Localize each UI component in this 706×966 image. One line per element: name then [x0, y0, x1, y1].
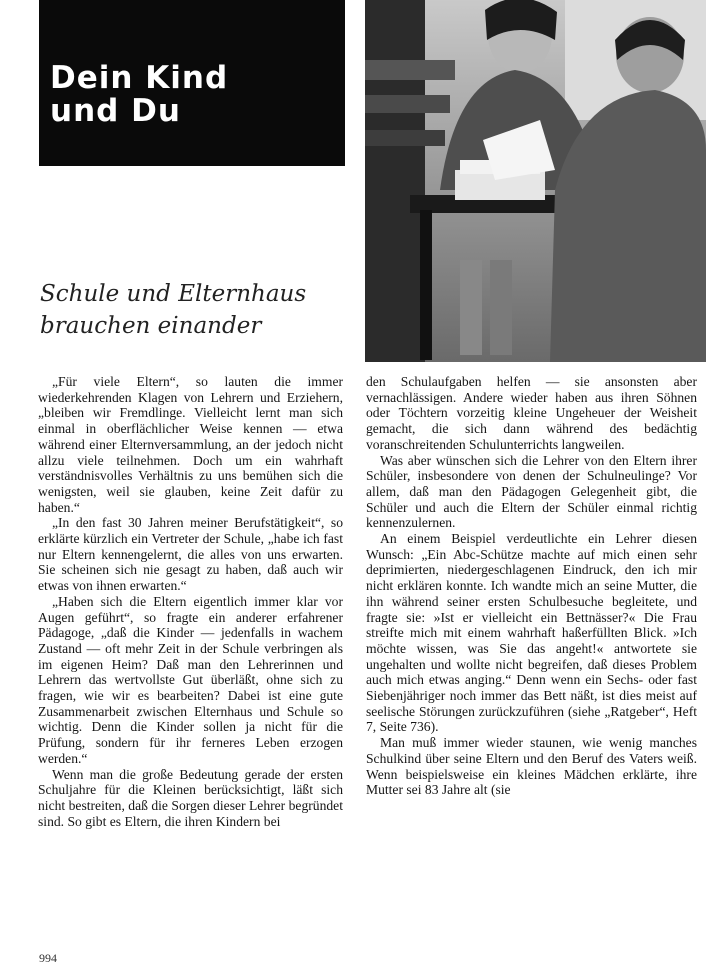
paragraph: Man muß immer wieder staunen, wie wenig manches Schulkind über seine Eltern und den Beruf des Vaters weiß. Wenn beispielsweise ein kleines Mädchen erklärte, ihre Mutter sei 83 Jahre alt (sie [366, 735, 697, 798]
article-column-left [38, 374, 343, 829]
title-line-1: Dein Kind [50, 60, 229, 96]
subtitle-line-2: brauchen einander [40, 313, 262, 339]
article-subtitle [40, 278, 360, 342]
title-block [39, 0, 345, 166]
article-title [50, 62, 228, 128]
article-column-right [366, 374, 697, 798]
paragraph: Wenn man die große Bedeutung gerade der ersten Schuljahre für die Kleinen berücksichtigt, läßt sich nicht bestreiten, daß die Sorgen dieser Lehrer begründet sind. So gibt es Eltern, die ihren Kindern bei [38, 766, 343, 829]
paragraph: „Für viele Eltern“, so lauten die immer wiederkehrenden Klagen von Lehrern und Erziehern, „bleiben wir Fremdlinge. Vielleicht lernt man sich einmal in oberflächlicher Weise kennen — etwa während einer Elternversammlung, an der jedoch nicht allzu viele teilnehmen. Doch um ein wahrhaft verständnisvolles Verhältnis zu uns bemühen sich die wenigsten, weil sie glauben, keine Zeit dafür zu haben.“ [38, 374, 343, 515]
photo-parent-teacher-meeting [365, 0, 706, 362]
title-line-2: und Du [50, 93, 181, 129]
paragraph: Was aber wünschen sich die Lehrer von den Eltern ihrer Schüler, insbesondere von denen der Schulneulinge? Vor allem, daß man den Pädagogen Gelegenheit gibt, die Schüler und auch die Eltern der Schüler einmal richtig kennenzulernen. [366, 452, 697, 531]
paragraph: „Haben sich die Eltern eigentlich immer klar vor Augen geführt“, so fragte ein anderer erfahrener Pädagoge, „daß die Kinder — jedenfalls in wachem Zustand — oft mehr Zeit in der Schule verbringen als im eigenen Heim? Daß man den Lehrerinnen und Lehrern das wertvollste Gut überläßt, ohne sich zu fragen, wie wir es bearbeiten? Dabei ist eine gute Zusammenarbeit zwischen Elternhaus und Schule so wichtig. Denn die Kinder sollen ja nicht für die Prüfung, sondern für ihr ferneres Leben erzogen werden.“ [38, 593, 343, 766]
page-number: 994 [39, 951, 57, 965]
paragraph: „In den fast 30 Jahren meiner Berufstätigkeit“, so erklärte kürzlich ein Vertreter der Schule, „habe ich fast nur Eltern kennengelernt, die alles von uns erwarten. Sie scheinen sich nie gesagt zu haben, daß auch wir etwas von ihnen erwarten.“ [38, 515, 343, 594]
subtitle-line-1: Schule und Elternhaus [40, 281, 307, 307]
paragraph: An einem Beispiel verdeutlichte ein Lehrer diesen Wunsch: „Ein Abc-Schütze machte auf mich einen sehr deprimierten, niedergeschlagenen Eindruck, den ich mir nicht erklären konnte. Ich wandte mich an seine Mutter, die ihn während seiner ersten Schulbesuche begleitete, und fragte sie: »Ist er vielleicht ein Bettnässer?« Die Frau streifte mich mit einem wahrhaft haßerfüllten Blick. »Ich möchte wissen, was Sie das angeht!« antwortete sie ungehalten und wollte nicht begreifen, daß dieses Problem auch mich etwas anging.“ Denn wenn ein Sechs- oder fast Siebenjähriger noch immer das Bett näßt, ist dies meist auf seelische Störungen zurückzuführen (siehe „Ratgeber“, Heft 7, Seite 736). [366, 531, 697, 735]
paragraph: den Schulaufgaben helfen — sie ansonsten aber vernachlässigen. Andere wieder haben aus ihren Söhnen oder Töchtern vorzeitig kleine Ungeheuer der Weisheit gemacht, die sich dann während des bedächtig voranschreitenden Schulunterrichts langweilen. [366, 374, 697, 452]
photo-illustration [365, 0, 706, 362]
